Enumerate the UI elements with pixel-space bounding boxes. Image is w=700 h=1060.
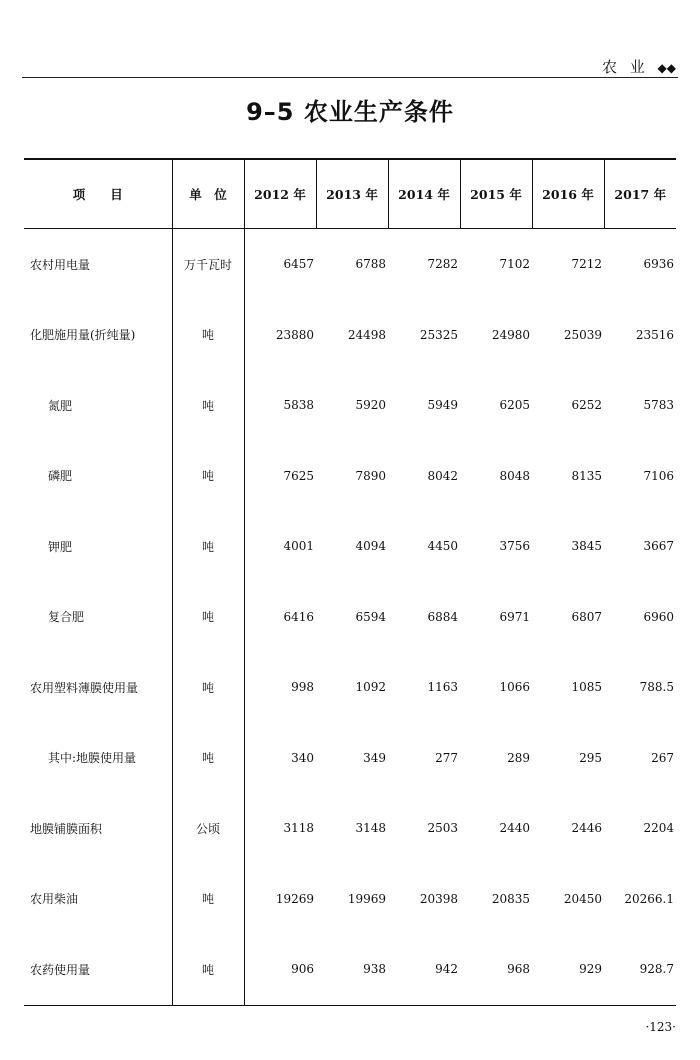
table-cell-value: 23516 bbox=[635, 327, 674, 342]
row-unit: 吨 bbox=[172, 370, 244, 441]
table-cell-value: 6807 bbox=[571, 609, 602, 624]
table-row bbox=[24, 793, 676, 864]
table-cell-value: 4001 bbox=[283, 539, 314, 554]
table-cell-value: 6457 bbox=[283, 257, 314, 272]
row-unit: 吨 bbox=[172, 864, 244, 935]
table-cell-value: 929 bbox=[532, 934, 604, 1005]
table-cell-value: 8135 bbox=[571, 468, 602, 483]
row-item-label: 地膜铺膜面积 bbox=[30, 821, 103, 836]
page-title: 9–5 农业生产条件 bbox=[246, 98, 454, 126]
table-cell-value: 20450 bbox=[563, 891, 602, 906]
table-cell-value: 2503 bbox=[427, 821, 458, 836]
table-cell-value: 3148 bbox=[355, 821, 386, 836]
table-cell-value: 6594 bbox=[355, 609, 386, 624]
table-row bbox=[24, 511, 676, 582]
row-item-label: 磷肥 bbox=[48, 469, 73, 484]
table-cell-value: 3845 bbox=[571, 539, 602, 554]
row-unit: 吨 bbox=[172, 723, 244, 794]
table-cell-value: 6205 bbox=[499, 398, 530, 413]
table-cell-value: 928.7 bbox=[604, 934, 676, 1005]
row-unit: 吨 bbox=[172, 300, 244, 371]
section-label: 农 业 bbox=[601, 58, 649, 76]
table-cell-value: 2204 bbox=[643, 821, 674, 836]
table-cell-value: 20835 bbox=[491, 891, 530, 906]
row-item-label: 化肥施用量(折纯量) bbox=[30, 328, 136, 343]
table-cell-value: 6416 bbox=[283, 609, 314, 624]
column-header-year: 2012 年 bbox=[244, 159, 316, 229]
table-cell-value: 5783 bbox=[643, 398, 674, 413]
row-unit: 万千瓦时 bbox=[172, 229, 244, 300]
row-item-label: 农药使用量 bbox=[24, 934, 172, 1005]
table-cell-value: 4094 bbox=[355, 539, 386, 554]
table-cell-value: 25039 bbox=[563, 327, 602, 342]
row-item-label: 钾肥 bbox=[48, 539, 73, 554]
table-cell-value: 8048 bbox=[499, 468, 530, 483]
table-row bbox=[24, 229, 676, 300]
table-row bbox=[24, 582, 676, 653]
row-unit: 吨 bbox=[172, 934, 244, 1005]
column-header-year: 2013 年 bbox=[316, 159, 388, 229]
table-cell-value: 788.5 bbox=[639, 680, 674, 695]
table-cell-value: 23880 bbox=[275, 327, 314, 342]
table-cell-value: 19969 bbox=[347, 891, 386, 906]
table-cell-value: 998 bbox=[291, 680, 314, 695]
table-header-row bbox=[24, 159, 676, 229]
row-item-label: 农用塑料薄膜使用量 bbox=[30, 680, 139, 695]
table-cell-value: 1092 bbox=[355, 680, 386, 695]
column-header-item: 项 目 bbox=[24, 159, 172, 229]
table-cell-value: 7625 bbox=[283, 468, 314, 483]
row-item-label: 农用柴油 bbox=[30, 892, 79, 907]
row-unit: 公顷 bbox=[172, 793, 244, 864]
table-cell-value: 2440 bbox=[499, 821, 530, 836]
column-header-unit: 单 位 bbox=[172, 159, 244, 229]
table-cell-value: 5920 bbox=[355, 398, 386, 413]
row-item-label: 其中:地膜使用量 bbox=[48, 751, 137, 766]
table-cell-value: 7212 bbox=[571, 257, 602, 272]
row-unit: 吨 bbox=[172, 652, 244, 723]
table-cell-value: 2446 bbox=[571, 821, 602, 836]
table-cell-value: 267 bbox=[651, 750, 674, 765]
page-number: ·123· bbox=[645, 1020, 676, 1034]
table-cell-value: 6252 bbox=[571, 398, 602, 413]
table-cell-value: 1085 bbox=[571, 680, 602, 695]
table-row bbox=[24, 864, 676, 935]
table-cell-value: 3118 bbox=[283, 821, 314, 836]
table-cell-value: 5949 bbox=[427, 398, 458, 413]
table-row bbox=[24, 934, 676, 1005]
table-cell-value: 340 bbox=[291, 750, 314, 765]
column-header-year: 2014 年 bbox=[388, 159, 460, 229]
column-header-year: 2015 年 bbox=[460, 159, 532, 229]
table-cell-value: 8042 bbox=[427, 468, 458, 483]
table-cell-value: 6936 bbox=[643, 257, 674, 272]
table-cell-value: 20266.1 bbox=[624, 891, 674, 906]
row-unit: 吨 bbox=[172, 441, 244, 512]
table-cell-value: 24980 bbox=[491, 327, 530, 342]
table-cell-value: 349 bbox=[363, 750, 386, 765]
table-cell-value: 25325 bbox=[419, 327, 458, 342]
table-cell-value: 24498 bbox=[347, 327, 386, 342]
table-cell-value: 3667 bbox=[643, 539, 674, 554]
table-cell-value: 6884 bbox=[427, 609, 458, 624]
statistics-table bbox=[24, 158, 676, 1006]
table-cell-value: 3756 bbox=[499, 539, 530, 554]
table-cell-value: 7282 bbox=[427, 257, 458, 272]
table-cell-value: 5838 bbox=[283, 398, 314, 413]
table-cell-value: 6960 bbox=[643, 609, 674, 624]
row-unit: 吨 bbox=[172, 582, 244, 653]
header-rule bbox=[22, 77, 678, 78]
diamond-icon: ◆◆ bbox=[657, 61, 676, 75]
row-unit: 吨 bbox=[172, 511, 244, 582]
table-cell-value: 7890 bbox=[355, 468, 386, 483]
table-cell-value: 6788 bbox=[355, 257, 386, 272]
table-row bbox=[24, 441, 676, 512]
table-cell-value: 968 bbox=[460, 934, 532, 1005]
running-header bbox=[602, 56, 676, 77]
table-row bbox=[24, 300, 676, 371]
row-item-label: 复合肥 bbox=[48, 610, 85, 625]
table-cell-value: 906 bbox=[244, 934, 316, 1005]
table-body bbox=[24, 229, 676, 1006]
column-header-year: 2017 年 bbox=[604, 159, 676, 229]
table-row bbox=[24, 723, 676, 794]
row-item-label: 农村用电量 bbox=[30, 257, 91, 272]
table-cell-value: 4450 bbox=[427, 539, 458, 554]
table-row bbox=[24, 652, 676, 723]
table-cell-value: 289 bbox=[507, 750, 530, 765]
row-item-label: 氮肥 bbox=[48, 398, 73, 413]
table-cell-value: 7106 bbox=[643, 468, 674, 483]
table-cell-value: 7102 bbox=[499, 257, 530, 272]
table-cell-value: 19269 bbox=[275, 891, 314, 906]
column-header-year: 2016 年 bbox=[532, 159, 604, 229]
table-cell-value: 20398 bbox=[419, 891, 458, 906]
table-cell-value: 942 bbox=[388, 934, 460, 1005]
table-cell-value: 1163 bbox=[427, 680, 458, 695]
table-cell-value: 277 bbox=[435, 750, 458, 765]
table-cell-value: 295 bbox=[579, 750, 602, 765]
table-row bbox=[24, 370, 676, 441]
table-cell-value: 6971 bbox=[499, 609, 530, 624]
table-cell-value: 1066 bbox=[499, 680, 530, 695]
table-cell-value: 938 bbox=[316, 934, 388, 1005]
